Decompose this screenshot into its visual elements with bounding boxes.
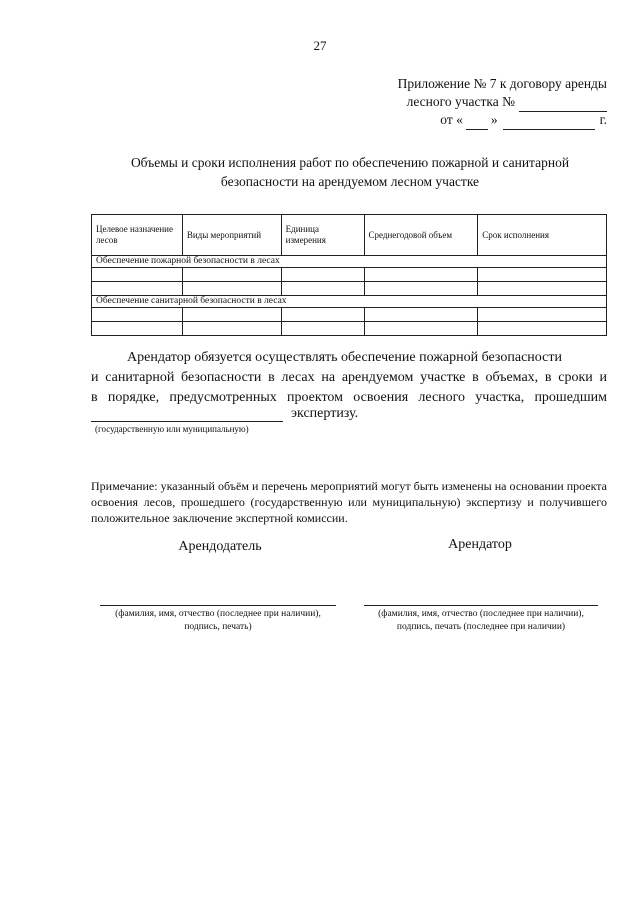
header-deadline: Срок исполнения <box>478 215 607 256</box>
month-year-blank <box>503 115 595 130</box>
obligation-line3: в порядке, предусмотренных проектом освоения лесного участка, прошедшим <box>91 390 607 405</box>
works-table <box>91 214 607 336</box>
annex-contract-label: лесного участка № <box>406 94 515 109</box>
expertise-hint: (государственную или муниципальную) <box>95 424 249 434</box>
annex-line2 <box>407 92 607 112</box>
date-open-quote: от « <box>440 112 463 127</box>
section-fire-safety: Обеспечение пожарной безопасности в лесах <box>92 256 607 268</box>
table-header-row <box>92 215 607 256</box>
header-activity-types: Виды мероприятий <box>182 215 281 256</box>
landlord-caption-line1: (фамилия, имя, отчество (последнее при наличии), <box>115 609 321 619</box>
landlord-caption <box>95 608 341 634</box>
expertise-word: экспертизу. <box>291 406 359 421</box>
table-row <box>92 282 607 296</box>
obligation-line1: Арендатор обязуется осуществлять обеспечение пожарной безопасности <box>127 350 562 365</box>
day-blank <box>466 115 488 130</box>
landlord-caption-line2: подпись, печать) <box>184 622 252 632</box>
title-line2: безопасности на арендуемом лесном участке <box>220 174 480 189</box>
landlord-signature-line <box>100 605 336 606</box>
landlord-title: Арендодатель <box>178 539 262 554</box>
expertise-type-blank <box>91 407 283 422</box>
table-row <box>92 308 607 322</box>
table-section-row <box>92 296 607 308</box>
page-number: 27 <box>313 38 327 53</box>
note-text: Примечание: указанный объём и перечень мероприятий могут быть изменены на основании проекта освоения лесов, прошедшего (государственную или муниципальную) экспертизу и получившего положительное заключение экспертной комиссии. <box>91 479 607 525</box>
annex-line3 <box>440 110 607 130</box>
table-row <box>92 268 607 282</box>
tenant-signature-line <box>364 605 598 606</box>
section-sanitary-safety: Обеспечение санитарной безопасности в лесах <box>92 296 607 308</box>
document-title <box>60 153 640 191</box>
header-forest-purpose: Целевое назначение лесов <box>92 215 183 256</box>
table-section-row <box>92 256 607 268</box>
title-line1: Объемы и сроки исполнения работ по обеспечению пожарной и санитарной <box>130 155 570 170</box>
tenant-caption <box>356 608 606 634</box>
header-unit: Единица измерения <box>281 215 364 256</box>
tenant-caption-line1: (фамилия, имя, отчество (последнее при наличии), <box>378 609 584 619</box>
obligation-line2: и санитарной безопасности в лесах на арендуемом участке в объемах, в сроки и <box>91 370 607 385</box>
header-annual-volume: Среднегодовой объем <box>364 215 478 256</box>
tenant-caption-line2: подпись, печать (последнее при наличии) <box>396 622 566 632</box>
year-suffix: г. <box>599 112 607 127</box>
tenant-title: Арендатор <box>448 537 512 552</box>
date-close-quote: » <box>490 112 498 127</box>
obligation-line4 <box>91 406 358 422</box>
annex-line1: Приложение № 7 к договору аренды <box>397 76 607 91</box>
table-row <box>92 322 607 336</box>
